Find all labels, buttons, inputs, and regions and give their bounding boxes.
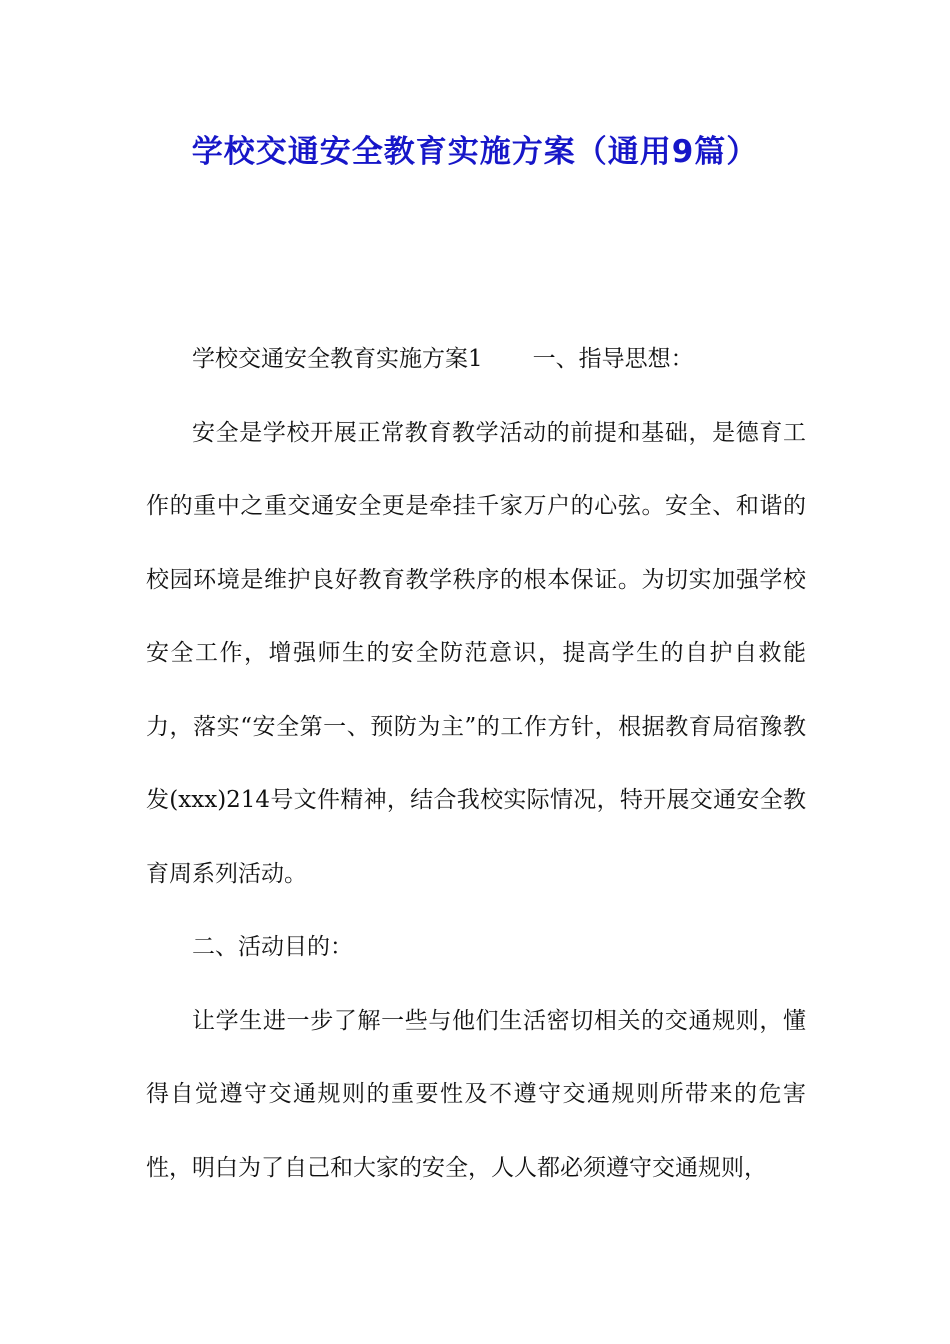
section-heading-guiding-ideology: 一、指导思想： (532, 346, 694, 372)
paragraph-activity-purpose: 让学生进一步了解一些与他们生活密切相关的交通规则，懂得自觉遵守交通规则的重要性及不遵守交通规则所带来的危害性，明白为了自己和大家的安全，人人都必须遵守交通规则， (146, 1007, 806, 1181)
plan-heading: 学校交通安全教育实施方案1 (192, 346, 483, 372)
first-line (146, 323, 806, 397)
document-body (146, 323, 806, 1205)
section-heading-activity-purpose: 二、活动目的： (192, 934, 353, 960)
document-title: 学校交通安全教育实施方案（通用9篇） (191, 134, 759, 170)
paragraph-guiding-ideology: 安全是学校开展正常教育教学活动的前提和基础，是德育工作的重中之重交通安全更是牵挂千家万户的心弦。安全、和谐的校园环境是维护良好教育教学秩序的根本保证。为切实加强学校安全工作，增强师生的安全防范意识，提高学生的自护自救能力，落实“安全第一、预防为主”的工作方针，根据教育局宿豫教发(xxx)214号文件精神，结合我校实际情况，特开展交通安全教育周系列活动。 (146, 419, 806, 887)
